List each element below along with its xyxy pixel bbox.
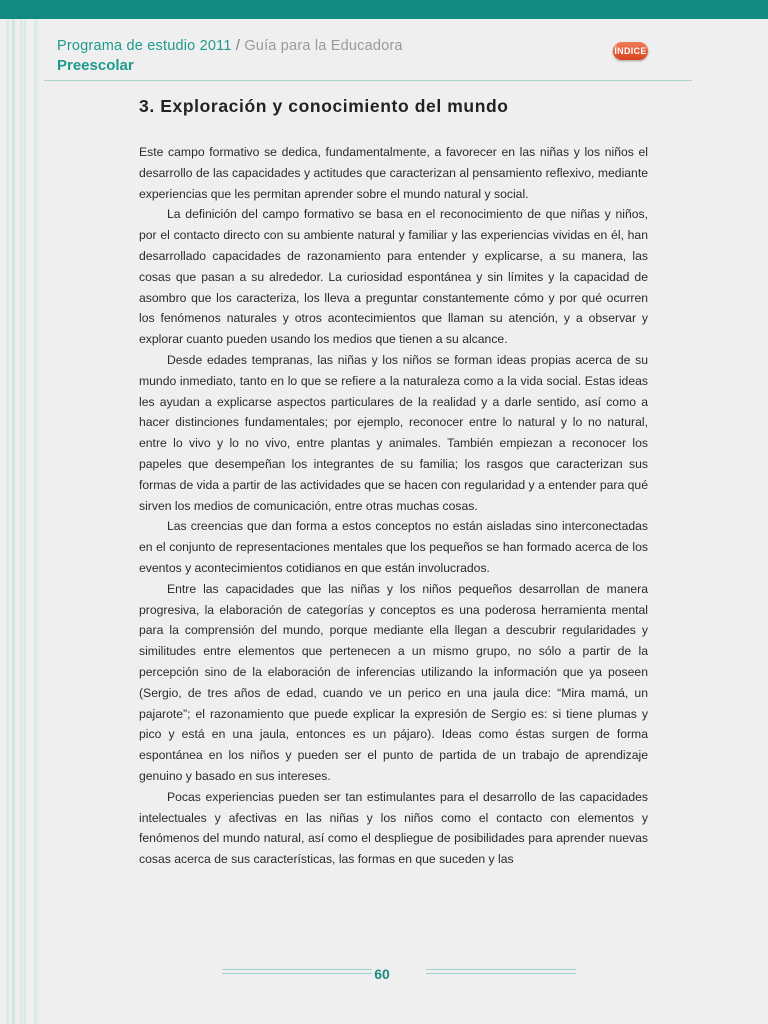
body-text bbox=[139, 142, 648, 870]
paragraph: Pocas experiencias pueden ser tan estimulantes para el desarrollo de las capacidades intelectuales y afectivas en las niñas y los niños como el contacto con elementos y fenómenos del mundo natural, así como el despliegue de posibilidades para aprender nuevas cosas acerca de sus características, las formas en que suceden y las bbox=[139, 789, 648, 867]
paragraph: Las creencias que dan forma a estos conceptos no están aisladas sino interconectadas en el conjunto de representaciones mentales que los pequeños se han formado acerca de los eventos y acontecimientos cotidianos en que están involucrados. bbox=[139, 519, 648, 575]
paragraph: Desde edades tempranas, las niñas y los niños se forman ideas propias acerca de su mundo inmediato, tanto en lo que se refiere a la naturaleza como a la vida social. Estas ideas les ayudan a explicarse aspectos particulares de la realidad y a darle sentido, así como a hacer distinciones fundamentales; por ejemplo, reconocer entre lo natural y lo no natural, entre lo vivo y lo no vivo, entre plantas y animales. También empiezan a reconocer los papeles que desempeñan los integrantes de su familia; los rasgos que caracterizan sus formas de vida a partir de las actividades que se hacen con regularidad y a entender para qué sirven los medios de comunicación, entre otras muchas cosas. bbox=[139, 352, 648, 513]
paragraph: Entre las capacidades que las niñas y los niños pequeños desarrollan de manera progresiva, la elaboración de categorías y conceptos es una poderosa herramienta mental para la comprensión del mundo, porque mediante ella llegan a descubrir regularidades y similitudes entre elementos que pertenecen a un mismo grupo, no sólo a partir de la percepción sino de la elaboración de inferencias utilizando la información que ya poseen (Sergio, de tres años de edad, cuando ve un perico en una jaula dice: “Mira mamá, un pajarote”; el razonamiento que puede explicar la expresión de Sergio es: si tiene plumas y pico y está en una jaula, entonces es un pájaro). Ideas como éstas surgen de forma espontánea en los niños y pueden ser el punto de partida de un trabajo de aprendizaje genuino y basado en sus intereses. bbox=[139, 581, 648, 783]
guide-title: Guía para la Educadora bbox=[244, 38, 403, 54]
footer-lines-left bbox=[222, 969, 372, 978]
page-number: 60 bbox=[374, 966, 390, 982]
paragraph: La definición del campo formativo se basa en el reconocimiento de que niñas y niños, por el contacto directo con su ambiente natural y familiar y las experiencias vividas en él, han desarrollado capacidades de razonamiento para entender y explicarse, a su manera, las cosas que pasan a su alrededor. La curiosidad espontánea y sin límites y la capacidad de asombro que los caracteriza, los lleva a preguntar constantemente cómo y por qué ocurren los fenómenos naturales y otros acontecimientos que llaman su atención, y a observar y explorar cuanto pueden usando los medios que tienen a su alcance. bbox=[139, 207, 648, 347]
program-title: Programa de estudio 2011 bbox=[57, 38, 232, 54]
index-button[interactable]: ÍNDICE bbox=[613, 42, 648, 60]
document-header bbox=[57, 38, 403, 54]
paragraph: Este campo formativo se dedica, fundamentalmente, a favorecer en las niñas y los niños el desarrollo de las capacidades y actitudes que caracterizan al pensamiento reflexivo, mediante experiencias que les permitan aprender sobre el mundo natural y social. bbox=[139, 145, 648, 201]
stripe bbox=[24, 19, 26, 1024]
section-title: 3. Exploración y conocimiento del mundo bbox=[139, 96, 509, 116]
header-separator: / bbox=[235, 38, 241, 54]
footer-lines-right bbox=[426, 969, 576, 978]
level-title: Preescolar bbox=[57, 57, 134, 74]
stripe bbox=[12, 19, 15, 1024]
left-decorative-stripes bbox=[0, 19, 44, 1024]
stripe bbox=[36, 19, 38, 1024]
top-bar bbox=[0, 0, 768, 19]
header-divider bbox=[44, 80, 692, 81]
